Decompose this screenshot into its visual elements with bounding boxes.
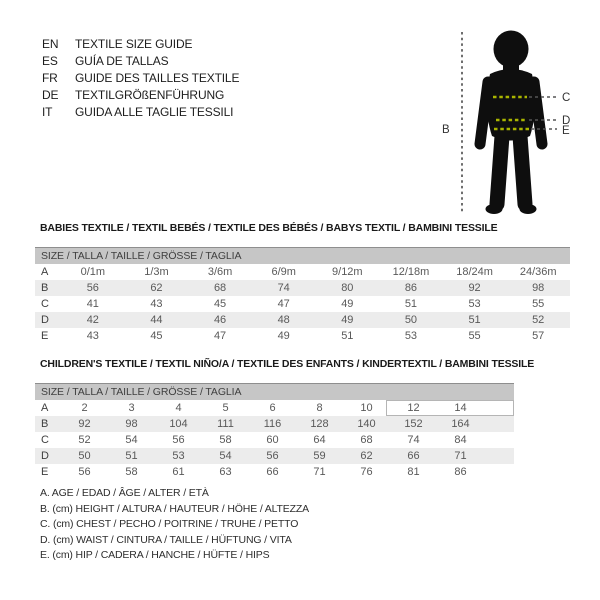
size-value: 55: [532, 298, 545, 310]
size-value: 84: [454, 434, 467, 446]
size-value: 47: [277, 298, 290, 310]
size-value: 10: [360, 402, 373, 414]
row-label: D: [41, 450, 49, 462]
size-value: 1/3m: [144, 266, 169, 278]
language-code: IT: [42, 105, 53, 119]
row-label: A: [41, 402, 49, 414]
row-label: B: [41, 418, 49, 430]
size-value: 81: [407, 466, 420, 478]
size-value: 49: [341, 314, 354, 326]
size-value: 9/12m: [332, 266, 363, 278]
guide-title-fr: GUIDE DES TAILLES TEXTILE: [75, 71, 240, 85]
row-label: C: [41, 434, 49, 446]
size-value: 62: [150, 282, 163, 294]
row-label: E: [41, 466, 49, 478]
list-item: [42, 53, 239, 70]
size-value: 71: [454, 450, 467, 462]
children-table-header: SIZE / TALLA / TAILLE / GRÖSSE / TAGLIA: [35, 384, 514, 400]
size-value: 51: [125, 450, 138, 462]
size-value: 46: [213, 314, 227, 326]
size-value: 54: [125, 434, 138, 446]
size-value: 60: [266, 434, 279, 446]
list-item: [42, 87, 239, 104]
measure-label-d: D: [562, 115, 571, 127]
size-value: 66: [407, 450, 420, 462]
size-value: 12: [407, 402, 420, 414]
size-value: 152: [404, 418, 423, 430]
language-code: ES: [42, 54, 58, 68]
size-value: 80: [341, 282, 354, 294]
language-code: DE: [42, 88, 59, 102]
size-value: 53: [404, 330, 418, 342]
table-row: [35, 312, 570, 328]
size-value: 47: [213, 330, 227, 342]
size-value: 86: [404, 282, 418, 294]
table-row: [35, 296, 570, 312]
list-item: [42, 70, 239, 87]
legend-line-a: A. AGE / EDAD / ÂGE / ALTER / ETÀ: [40, 487, 209, 499]
list-item: [42, 104, 239, 121]
size-value: 49: [277, 330, 290, 342]
legend-line-b: B. (cm) HEIGHT / ALTURA / HAUTEUR / HÖHE / ALTEZZA: [40, 502, 310, 515]
child-silhouette-svg: [430, 8, 598, 223]
measurement-legend: [40, 486, 309, 564]
guide-title-de: TEXTILGRÖßENFÜHRUNG: [75, 88, 225, 102]
size-value: 116: [263, 418, 282, 430]
size-value: 44: [150, 314, 163, 326]
legend-line-e: E. (cm) HIP / CADERA / HANCHE / HÜFTE / HIPS: [40, 549, 270, 561]
size-value: 52: [532, 314, 545, 326]
babies-table-rows: [35, 264, 570, 344]
size-value: 0/1m: [80, 266, 106, 278]
size-value: 41: [86, 298, 99, 310]
table-row: [35, 416, 514, 432]
size-value: 98: [532, 282, 545, 294]
size-value: 56: [266, 450, 279, 462]
size-value: 62: [360, 450, 373, 462]
size-value: 92: [78, 418, 91, 430]
table-row: [35, 280, 570, 296]
size-value: 4: [175, 402, 182, 414]
size-value: 51: [341, 330, 354, 342]
size-value: 2: [81, 402, 88, 414]
list-item: [42, 36, 239, 53]
size-value: 14: [454, 402, 467, 414]
size-value: 51: [404, 298, 418, 310]
size-value: 24/36m: [519, 266, 557, 278]
size-value: 164: [451, 418, 470, 430]
size-value: 12/18m: [392, 266, 430, 278]
guide-title-en: TEXTILE SIZE GUIDE: [75, 37, 193, 51]
size-value: 98: [125, 418, 138, 430]
size-value: 52: [78, 434, 91, 446]
guide-title-it: GUIDA ALLE TAGLIE TESSILI: [75, 105, 234, 119]
table-row: [35, 264, 570, 280]
size-value: 56: [86, 282, 99, 294]
size-value: 74: [277, 282, 290, 294]
size-12-14-highlight-box: [386, 400, 514, 416]
size-value: 5: [222, 402, 229, 414]
size-value: 55: [468, 330, 481, 342]
size-value: 64: [313, 434, 326, 446]
table-row: [35, 464, 514, 480]
children-size-table: [35, 383, 514, 480]
size-value: 61: [172, 466, 185, 478]
size-value: 57: [532, 330, 545, 342]
row-label: A: [41, 266, 49, 278]
size-value: 58: [125, 466, 138, 478]
size-value: 43: [150, 298, 163, 310]
size-value: 68: [360, 434, 373, 446]
legend-line-d: D. (cm) WAIST / CINTURA / TAILLE / HÜFTUNG / VITA: [40, 533, 292, 546]
size-value: 92: [468, 282, 481, 294]
table-row: [35, 448, 514, 464]
size-value: 59: [313, 450, 326, 462]
size-value: 42: [86, 314, 99, 326]
row-label: E: [41, 330, 49, 342]
size-value: 76: [360, 466, 373, 478]
babies-section-title: BABIES TEXTILE / TEXTIL BEBÉS / TEXTILE DES BÉBÉS / BABYS TEXTIL / BAMBINI TESSILE: [40, 222, 498, 234]
size-value: 3/6m: [207, 266, 233, 278]
size-value: 48: [277, 314, 290, 326]
size-value: 66: [266, 466, 279, 478]
children-textile-section: [35, 358, 535, 480]
table-row: [35, 328, 570, 344]
size-value: 8: [316, 402, 323, 414]
measure-label-e: E: [562, 125, 570, 137]
size-value: 54: [219, 450, 232, 462]
language-code: EN: [42, 37, 59, 51]
child-silhouette-shape: [480, 31, 542, 215]
table-row: [35, 432, 514, 448]
size-value: 63: [219, 466, 232, 478]
size-value: 50: [78, 450, 91, 462]
size-value: 18/24m: [456, 266, 493, 278]
babies-textile-section: [35, 222, 570, 344]
child-silhouette-figure: [430, 8, 598, 223]
measure-label-b: B: [442, 124, 450, 136]
babies-size-table: [35, 247, 570, 344]
size-value: 6: [269, 402, 276, 414]
measure-label-c: C: [562, 92, 571, 104]
language-title-list: [42, 36, 239, 121]
size-value: 104: [169, 418, 188, 430]
children-section-title: CHILDREN'S TEXTILE / TEXTIL NIÑO/A / TEXTILE DES ENFANTS / KINDERTEXTIL / BAMBINI TESSILE: [40, 358, 535, 370]
size-value: 56: [78, 466, 91, 478]
size-value: 140: [357, 418, 376, 430]
size-value: 49: [341, 298, 354, 310]
size-value: 86: [454, 466, 467, 478]
size-value: 71: [313, 466, 326, 478]
size-value: 6/9m: [271, 266, 296, 278]
guide-title-es: GUÍA DE TALLAS: [75, 54, 169, 68]
size-value: 58: [219, 434, 232, 446]
size-value: 128: [310, 418, 329, 430]
language-code: FR: [42, 71, 58, 85]
row-label: C: [41, 298, 49, 310]
size-value: 45: [150, 330, 163, 342]
size-value: 45: [213, 298, 227, 310]
size-value: 50: [404, 314, 418, 326]
size-value: 51: [468, 314, 481, 326]
size-value: 68: [213, 282, 227, 294]
size-value: 56: [172, 434, 185, 446]
row-label: B: [41, 282, 49, 294]
babies-table-header: SIZE / TALLA / TAILLE / GRÖSSE / TAGLIA: [35, 248, 570, 264]
row-label: D: [41, 314, 49, 326]
size-value: 111: [217, 418, 234, 430]
size-value: 53: [468, 298, 481, 310]
size-value: 74: [407, 434, 420, 446]
size-value: 3: [128, 402, 135, 414]
legend-line-c: C. (cm) CHEST / PECHO / POITRINE / TRUHE / PETTO: [40, 518, 299, 530]
size-value: 43: [86, 330, 99, 342]
size-value: 53: [172, 450, 185, 462]
